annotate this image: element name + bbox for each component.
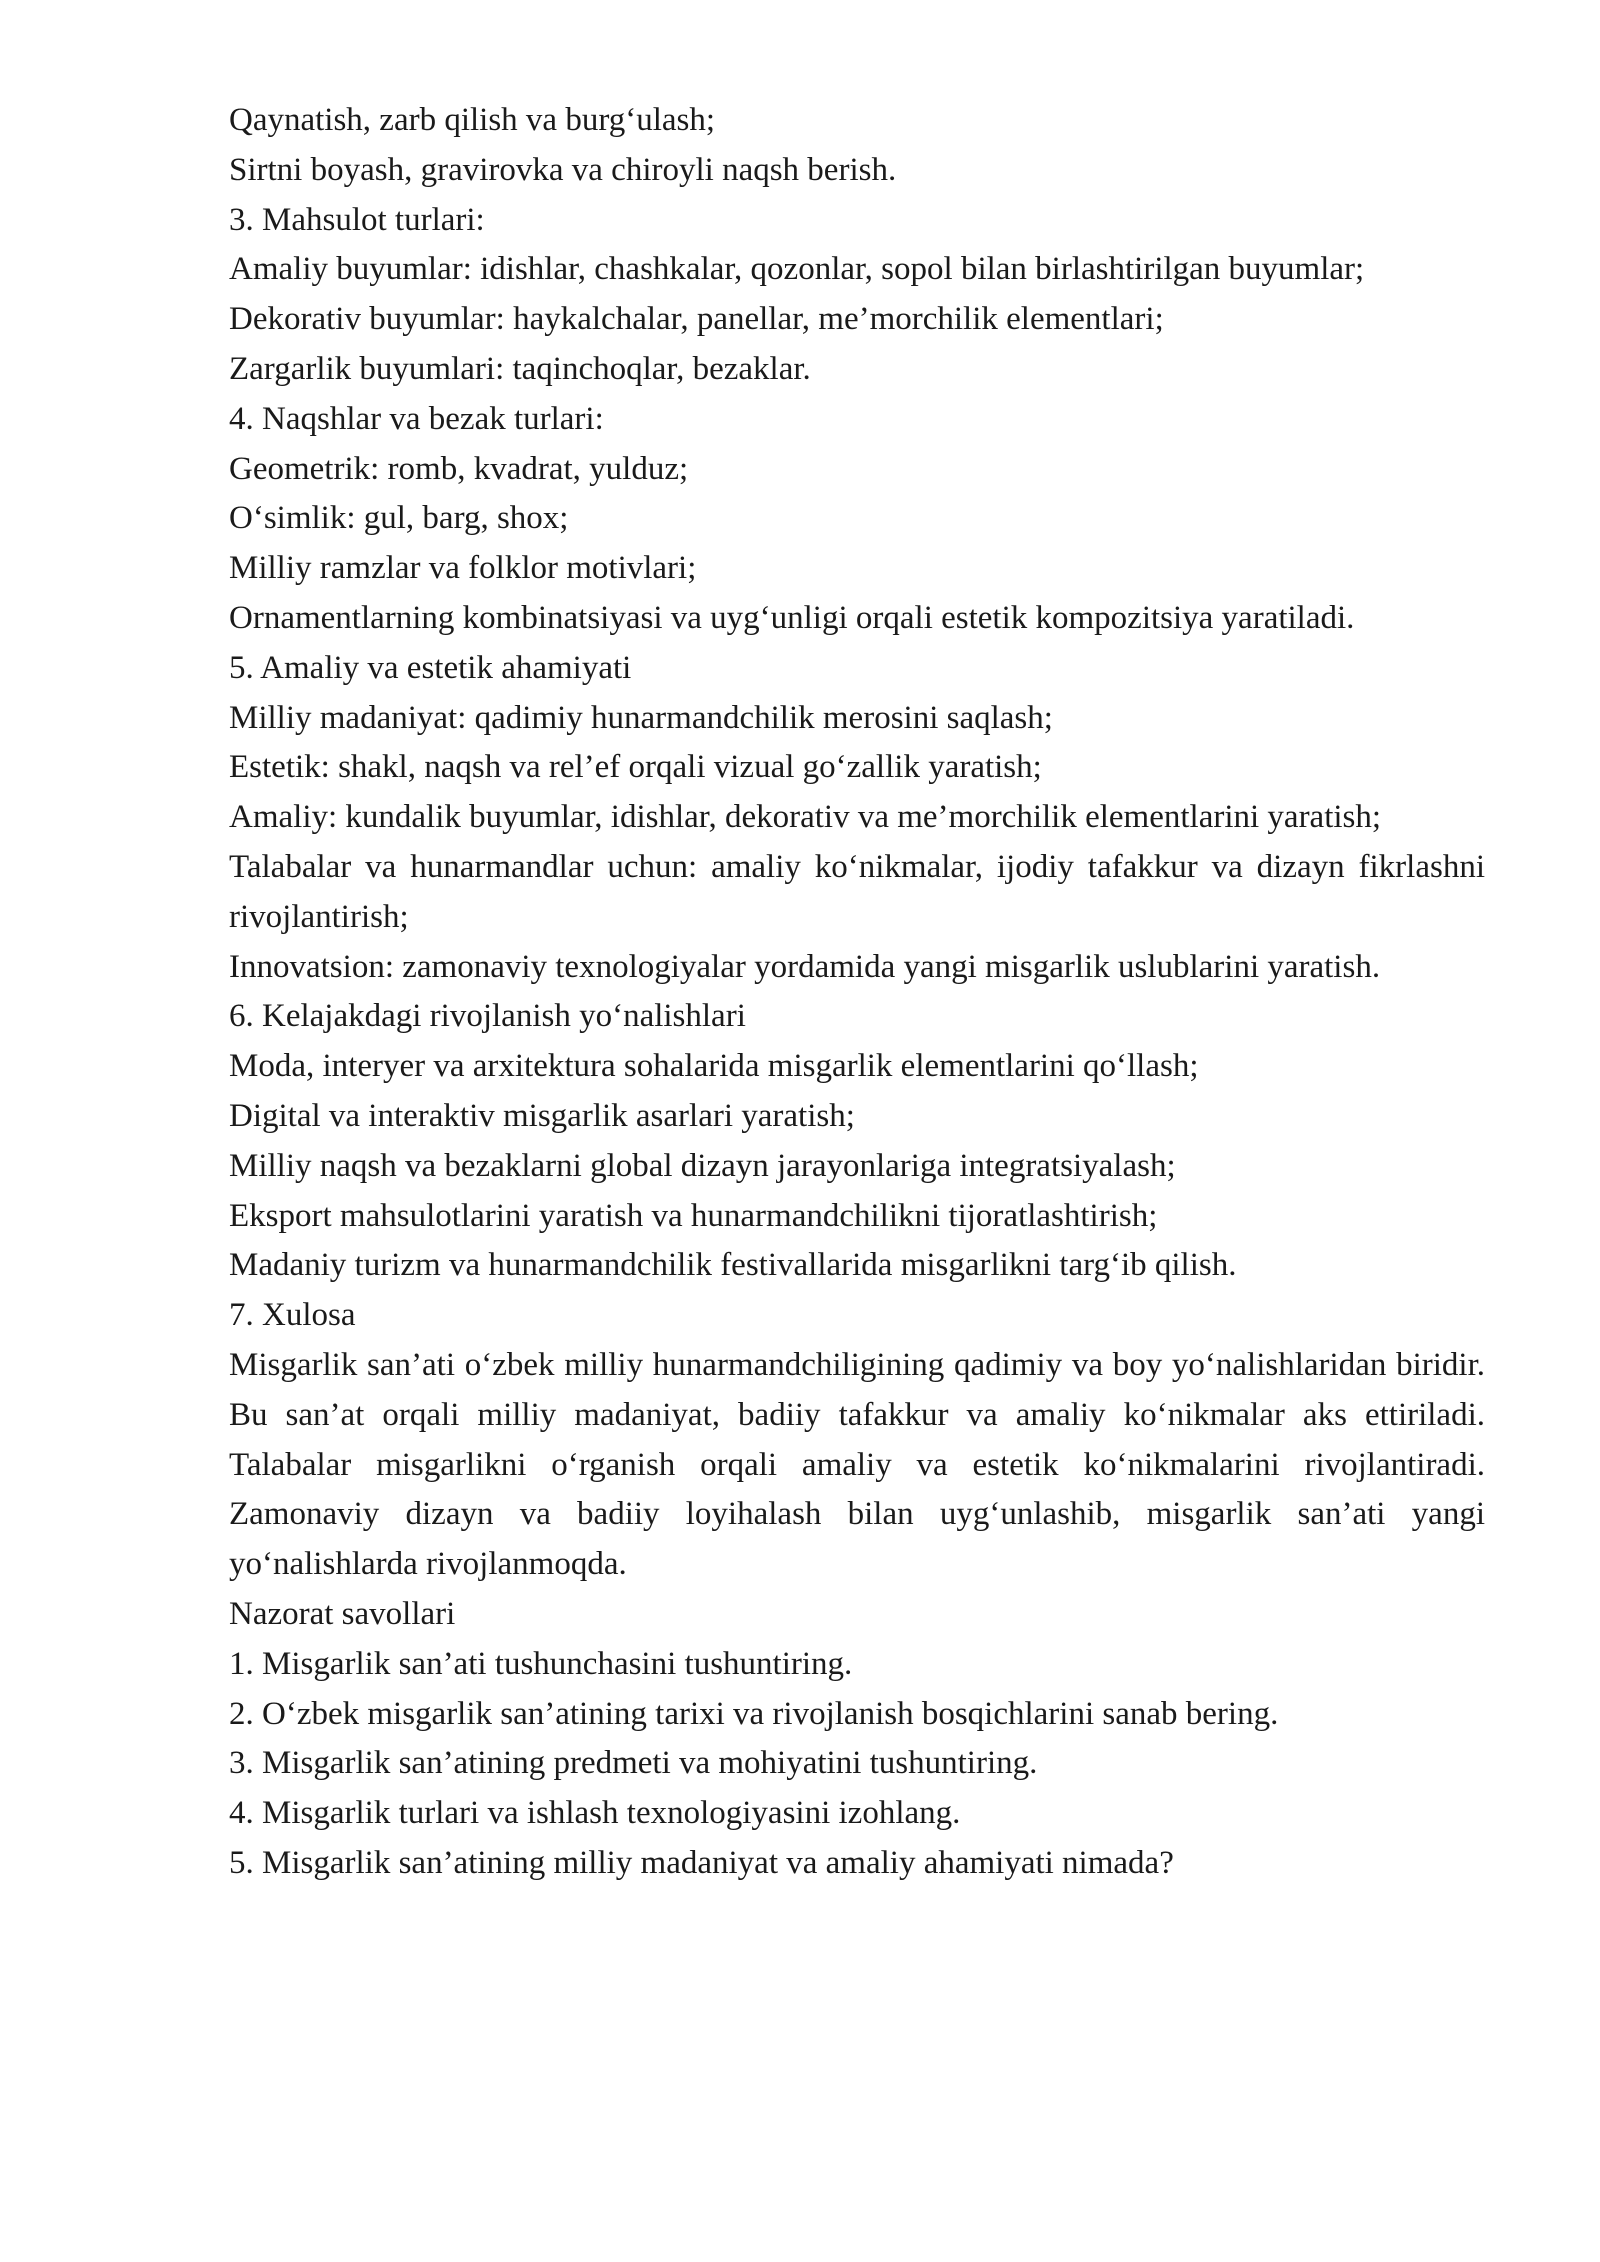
question-item: 1. Misgarlik san’ati tushunchasini tushuntiring. — [229, 1645, 853, 1682]
question-item: 4. Misgarlik turlari va ishlash texnologiyasini izohlang. — [229, 1795, 961, 1832]
text-line: Madaniy turizm va hunarmandchilik festivallarida misgarlikni targ‘ib qilish. — [229, 1247, 1237, 1284]
section-heading: Nazorat savollari — [229, 1595, 456, 1632]
text-line: Sirtni boyash, gravirovka va chiroyli naqsh berish. — [229, 151, 897, 188]
text-line: Estetik: shakl, naqsh va rel’ef orqali vizual go‘zallik yaratish; — [229, 749, 1042, 786]
document-page — [229, 96, 1485, 1889]
conclusion-paragraph: Misgarlik san’ati o‘zbek milliy hunarmandchiligining qadimiy va boy yo‘nalishlaridan biridir. Bu san’at orqali milliy madaniyat, badiiy tafakkur va amaliy ko‘nikmalar aks ettiriladi. Talabalar misgarlikni o‘rganish orqali amaliy va estetik ko‘nikmalarini rivojlantiradi. Zamonaviy dizayn va badiiy loyihalash bilan uyg‘unlashib, misgarlik san’ati yangi yo‘nalishlarda rivojlanmoqda. — [229, 1346, 1485, 1583]
question-item: 5. Misgarlik san’atining milliy madaniyat va amaliy ahamiyati nimada? — [229, 1844, 1174, 1881]
section-heading: 4. Naqshlar va bezak turlari: — [229, 400, 604, 437]
text-line: Eksport mahsulotlarini yaratish va hunarmandchilikni tijoratlashtirish; — [229, 1197, 1158, 1234]
section-heading: 3. Mahsulot turlari: — [229, 201, 485, 238]
text-line: Ornamentlarning kombinatsiyasi va uyg‘unligi orqali estetik kompozitsiya yaratiladi. — [229, 599, 1355, 636]
text-line: Milliy madaniyat: qadimiy hunarmandchilik merosini saqlash; — [229, 699, 1053, 736]
question-item: 3. Misgarlik san’atining predmeti va mohiyatini tushuntiring. — [229, 1745, 1038, 1782]
text-line: Talabalar va hunarmandlar uchun: amaliy ko‘nikmalar, ijodiy tafakkur va dizayn fikrlashni rivojlantirish; — [229, 848, 1485, 935]
text-line: O‘simlik: gul, barg, shox; — [229, 500, 569, 537]
text-line: Qaynatish, zarb qilish va burg‘ulash; — [229, 102, 716, 138]
text-line: Milliy naqsh va bezaklarni global dizayn jarayonlariga integratsiyalash; — [229, 1147, 1176, 1184]
question-item: 2. O‘zbek misgarlik san’atining tarixi va rivojlanish bosqichlarini sanab bering. — [229, 1695, 1279, 1732]
text-line: Amaliy: kundalik buyumlar, idishlar, dekorativ va me’morchilik elementlarini yaratish; — [229, 799, 1382, 836]
text-line: Moda, interyer va arxitektura sohalarida misgarlik elementlarini qo‘llash; — [229, 1048, 1199, 1085]
section-heading: 5. Amaliy va estetik ahamiyati — [229, 649, 632, 686]
text-line: Innovatsion: zamonaviy texnologiyalar yordamida yangi misgarlik uslublarini yaratish. — [229, 948, 1381, 985]
text-line: Geometrik: romb, kvadrat, yulduz; — [229, 450, 689, 487]
text-line: Digital va interaktiv misgarlik asarlari yaratish; — [229, 1097, 855, 1134]
section-heading: 7. Xulosa — [229, 1297, 356, 1334]
text-line: Zargarlik buyumlari: taqinchoqlar, bezaklar. — [229, 350, 811, 387]
text-line: Dekorativ buyumlar: haykalchalar, panellar, me’morchilik elementlari; — [229, 301, 1164, 338]
text-line: Milliy ramzlar va folklor motivlari; — [229, 550, 697, 587]
section-heading: 6. Kelajakdagi rivojlanish yo‘nalishlari — [229, 998, 746, 1035]
text-line: Amaliy buyumlar: idishlar, chashkalar, qozonlar, sopol bilan birlashtirilgan buyumlar; — [229, 251, 1365, 288]
